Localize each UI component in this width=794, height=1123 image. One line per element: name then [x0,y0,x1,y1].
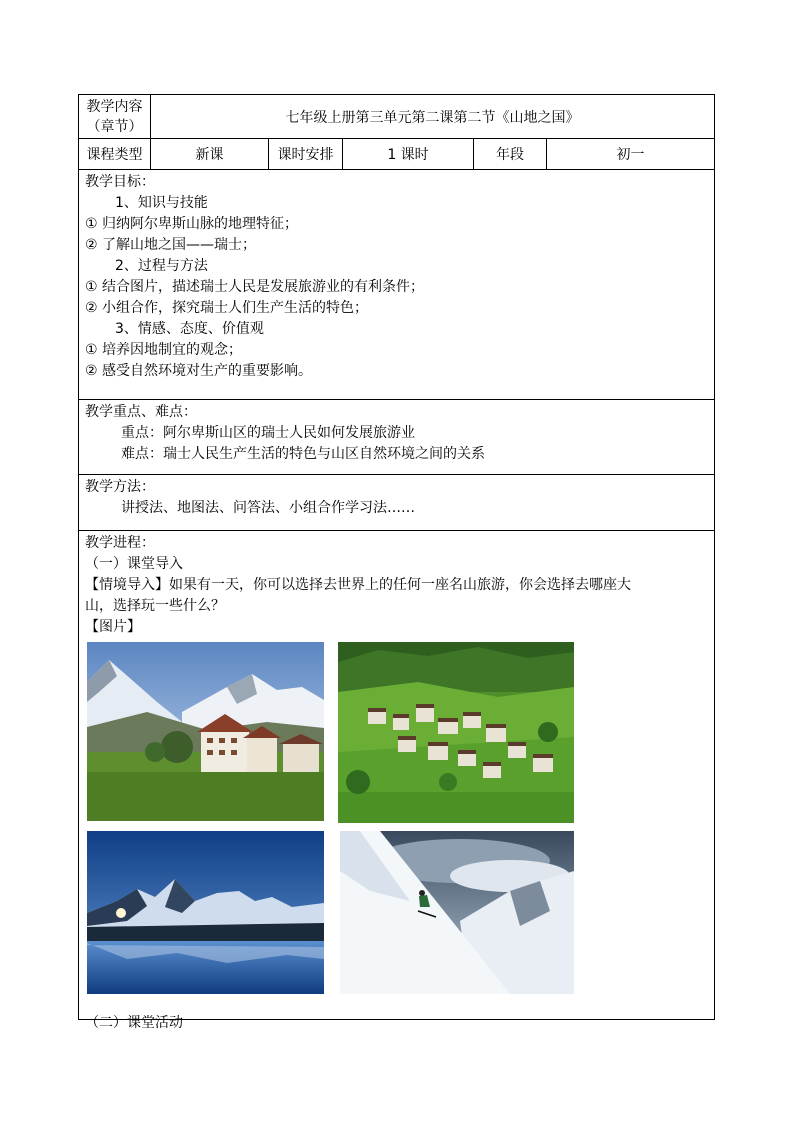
process-section [79,531,714,1031]
grade-value-cell [547,139,714,169]
schedule-value-cell [343,139,474,169]
key-points-section [79,400,714,475]
scenario-line2: 山，选择玩一些什么？ [85,598,225,614]
schedule-value: 1 课时 [387,147,429,163]
type-label: 课程类型 [86,147,143,163]
info-row [79,139,714,170]
objective-item: ② 感受自然环境对生产的重要影响。 [85,363,313,379]
type-label-cell [79,139,151,169]
skiing-photo [340,831,574,994]
objective-item: ② 小组合作，探究瑞士人们生产生活的特色； [85,300,368,316]
content-row [79,95,714,139]
objective-item: ① 培养因地制宜的观念； [85,342,243,358]
grade-label: 年段 [496,147,524,163]
objective-item: 3、情感、态度、价值观 [115,321,264,337]
content-label-cell [79,95,151,138]
methods-text: 讲授法、地图法、问答法、小组合作学习法…… [121,500,415,516]
pictures-label: 【图片】 [85,619,141,635]
objective-item: 2、过程与方法 [115,258,208,274]
scenario-line1: 【情境导入】如果有一天，你可以选择去世界上的任何一座名山旅游，你会选择去哪座大 [85,577,631,593]
content-title: 七年级上册第三单元第二课第二节《山地之国》 [285,109,580,126]
lesson-plan-table [78,94,715,1031]
mountain-lake-photo [87,831,324,994]
objectives-section [79,170,714,400]
process-part1: （一）课堂导入 [85,556,183,572]
methods-section [79,475,714,531]
objective-item: ② 了解山地之国——瑞士； [85,237,257,253]
objective-item: ① 结合图片，描述瑞士人民是发展旅游业的有利条件； [85,279,424,295]
methods-heading: 教学方法： [85,479,155,495]
pictures-area [85,638,708,1013]
content-title-cell [151,95,714,138]
process-part2: （二）课堂活动 [85,1015,183,1031]
objective-item: ① 归纳阿尔卑斯山脉的地理特征； [85,216,299,232]
key-point: 重点：阿尔卑斯山区的瑞士人民如何发展旅游业 [121,425,415,441]
type-value: 新课 [195,147,224,163]
difficult-point: 难点：瑞士人民生产生活的特色与山区自然环境之间的关系 [121,446,485,462]
content-label-line1: 教学内容 [86,98,143,115]
grade-label-cell [474,139,547,169]
schedule-label: 课时安排 [277,147,334,163]
grade-value: 初一 [616,147,645,163]
key-points-heading: 教学重点、难点： [85,404,197,420]
objectives-heading: 教学目标： [85,174,155,190]
type-value-cell [151,139,269,169]
alpine-chalet-photo [87,642,324,821]
swiss-village-photo [338,642,574,823]
objective-item: 1、知识与技能 [115,195,208,211]
content-label-line2: （章节） [86,118,143,135]
process-heading: 教学进程： [85,535,155,551]
schedule-label-cell [269,139,343,169]
